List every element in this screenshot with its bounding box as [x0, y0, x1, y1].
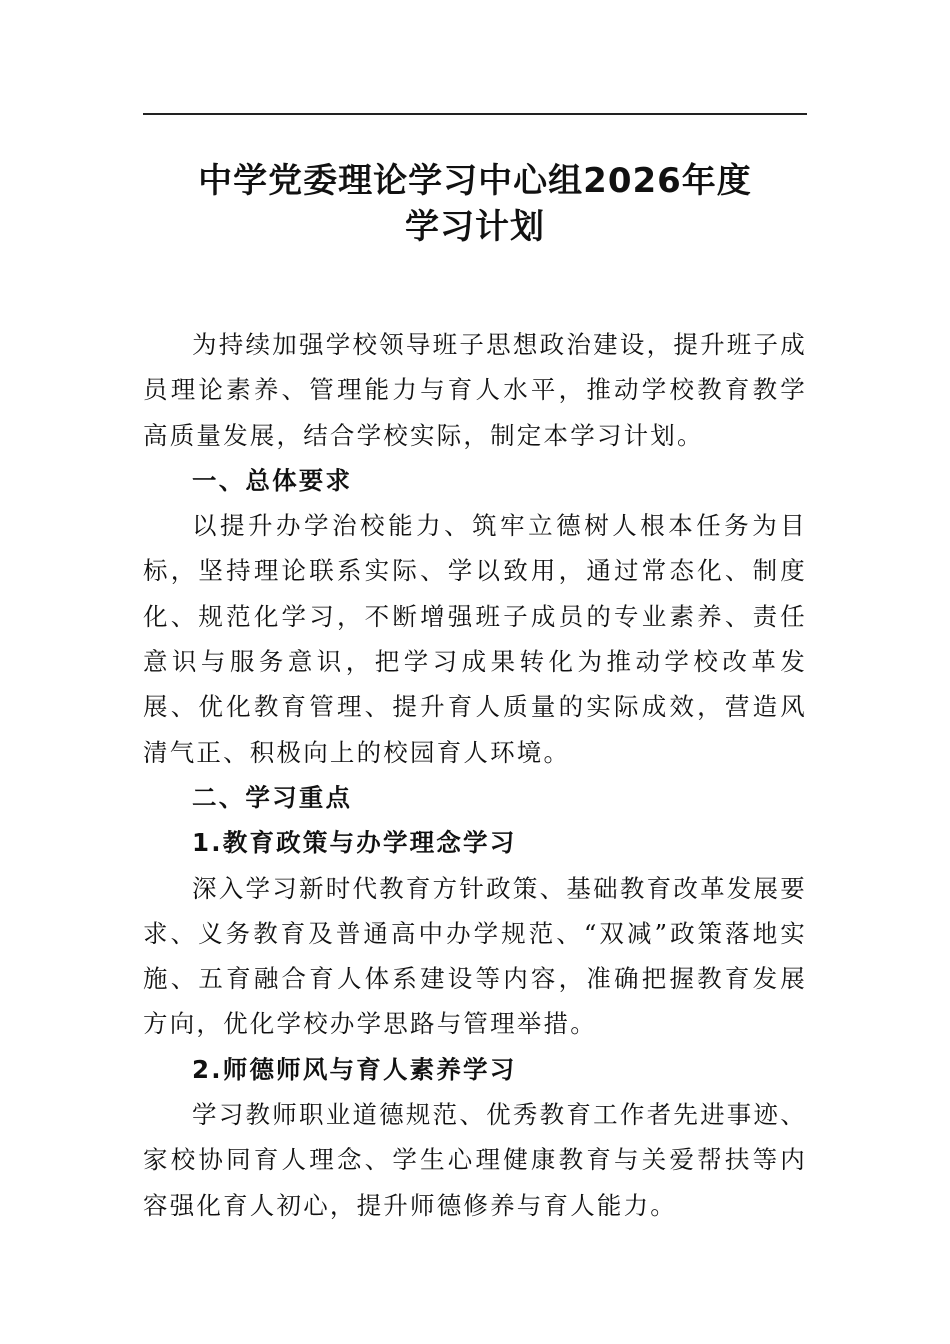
subsection-heading-education-policy: 1.教育政策与办学理念学习 — [192, 828, 517, 858]
subsection-heading-teacher-ethics: 2.师德师风与育人素养学习 — [192, 1054, 517, 1084]
document-title — [143, 158, 807, 250]
intro-paragraph: 为持续加强学校领导班子思想政治建设，提升班子成员理论素养、管理能力与育人水平，推动学校教育教学高质量发展，结合学校实际，制定本学习计划。 — [143, 330, 807, 450]
title-line-2: 学习计划 — [405, 207, 545, 247]
section-paragraph-general-requirements: 以提升办学治校能力、筑牢立德树人根本任务为目标，坚持理论联系实际、学以致用，通过常态化、制度化、规范化学习，不断增强班子成员的专业素养、责任意识与服务意识，把学习成果转化为推动学校改革发展、优化教育管理、提升育人质量的实际成效，营造风清气正、积极向上的校园育人环境。 — [143, 511, 807, 767]
document-body — [143, 322, 807, 1228]
header-rule — [143, 113, 807, 115]
title-line-1: 中学党委理论学习中心组2026年度 — [198, 161, 752, 201]
section-heading-study-focus: 二、学习重点 — [192, 782, 353, 812]
subsection-paragraph-teacher-ethics: 学习教师职业道德规范、优秀教育工作者先进事迹、家校协同育人理念、学生心理健康教育与关爱帮扶等内容强化育人初心，提升师德修养与育人能力。 — [143, 1100, 807, 1220]
section-heading-general-requirements: 一、总体要求 — [192, 465, 353, 495]
subsection-paragraph-education-policy: 深入学习新时代教育方针政策、基础教育改革发展要求、义务教育及普通高中办学规范、“双减”政策落地实施、五育融合育人体系建设等内容，准确把握教育发展方向，优化学校办学思路与管理举措。 — [143, 873, 807, 1039]
